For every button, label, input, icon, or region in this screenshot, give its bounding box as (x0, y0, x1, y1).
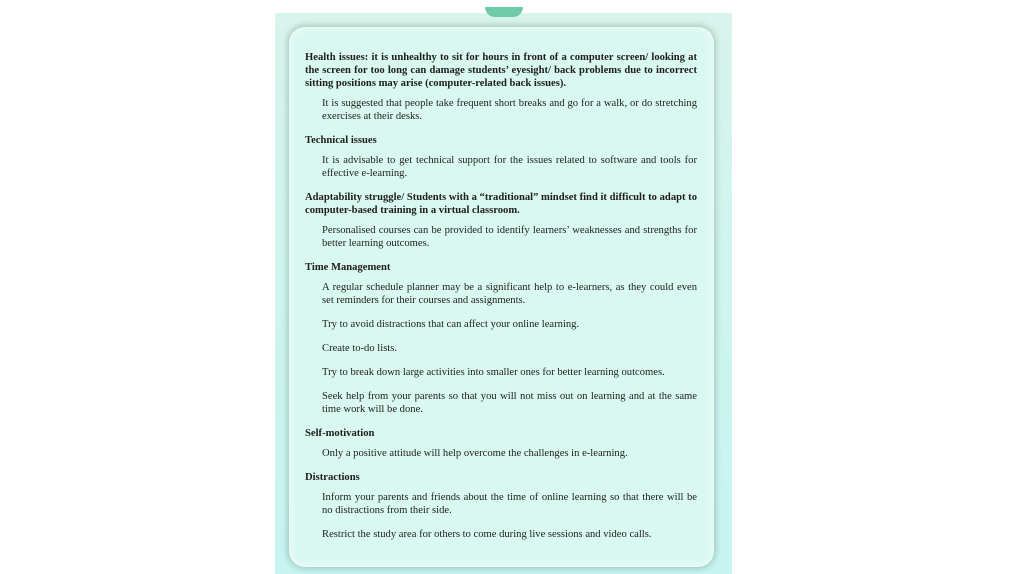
section-item: Try to break down large activities into smaller ones for better learning outcomes. (322, 367, 665, 378)
section-item: Restrict the study area for others to come during live sessions and video calls. (322, 529, 652, 540)
slide (275, 13, 732, 574)
section-heading-time-management: Time Management (305, 262, 391, 273)
content-body (305, 51, 697, 552)
section-item: It is suggested that people take frequent short breaks and go for a walk, or do stretching exercises at their desks. (322, 98, 697, 122)
section-item: Seek help from your parents so that you will not miss out on learning and at the same time work will be done. (322, 391, 697, 415)
section-heading-distractions: Distractions (305, 472, 360, 483)
section-heading-health: Health issues: it is unhealthy to sit for hours in front of a computer screen/ looking at the screen for too long can damage students’ eyesight/ back problems due to incorrect sitting positions may arise (computer-related back issues). (305, 52, 697, 89)
section-item: Only a positive attitude will help overcome the challenges in e-learning. (322, 448, 628, 459)
section-item: It is advisable to get technical support for the issues related to software and tools for effective e-learning. (322, 155, 697, 179)
section-item: Inform your parents and friends about the time of online learning so that there will be no distractions from their side. (322, 492, 697, 516)
section-heading-adaptability: Adaptability struggle/ Students with a “traditional” mindset find it difficult to adapt to computer-based training in a virtual classroom. (305, 192, 698, 216)
section-heading-self-motivation: Self-motivation (305, 428, 375, 439)
section-item: A regular schedule planner may be a significant help to e-learners, as they could even set reminders for their courses and assignments. (322, 282, 697, 306)
slide-tab-decoration (485, 7, 523, 17)
section-item: Personalised courses can be provided to identify learners’ weaknesses and strengths for better learning outcomes. (322, 225, 697, 249)
section-heading-technical: Technical issues (305, 135, 377, 146)
section-item: Create to-do lists. (322, 343, 398, 354)
section-item: Try to avoid distractions that can affect your online learning. (322, 319, 580, 330)
